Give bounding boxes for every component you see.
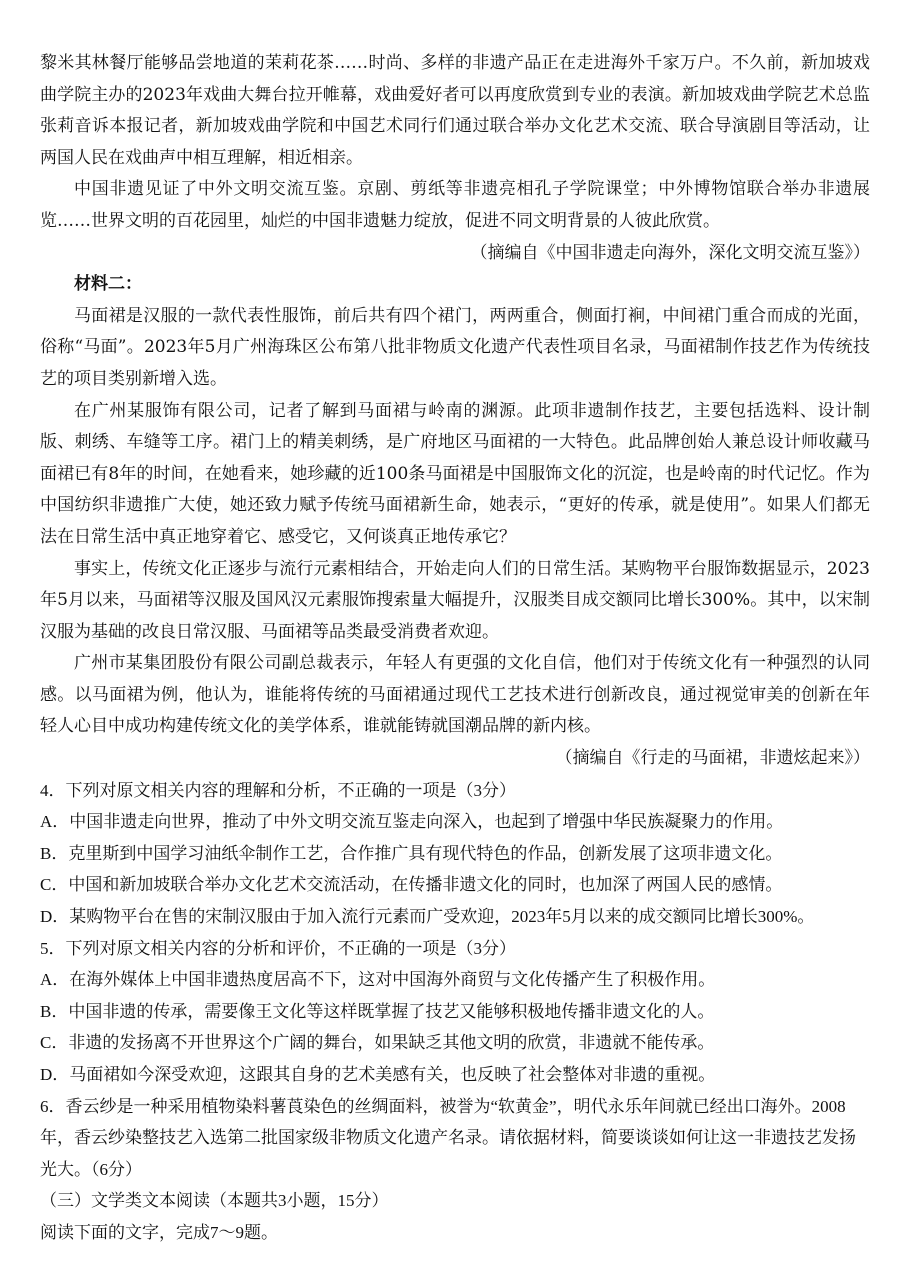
material-two-paragraph: 广州市某集团股份有限公司副总裁表示，年轻人有更强的文化自信，他们对于传统文化有一种强烈的认同感。以马面裙为例，他认为，谁能将传统的马面裙通过现代工艺技术进行创新改良，通过视觉审美的创新在年轻人心目中成功构建传统文化的美学体系，谁就能铸就国潮品牌的新内核。 xyxy=(40,653,870,737)
exam-page xyxy=(40,48,870,1249)
question-5-option-d: D．马面裙如今深受欢迎，这跟其自身的艺术美感有关，也反映了社会整体对非遗的重视。 xyxy=(40,1065,716,1084)
material-two-source: （摘编自《行走的马面裙，非遗炫起来》） xyxy=(555,748,870,769)
question-4-option-b: B．克里斯到中国学习油纸伞制作工艺，合作推广具有现代特色的作品，创新发展了这项非遗文化。 xyxy=(40,843,783,863)
section-three-instruction: 阅读下面的文字，完成7～9题。 xyxy=(40,1222,278,1242)
question-4-option-d: D．某购物平台在售的宋制汉服由于加入流行元素而广受欢迎，2023年5月以来的成交额同比增长300%。 xyxy=(40,907,815,927)
question-4-stem: 4．下列对原文相关内容的理解和分析，不正确的一项是（3分） xyxy=(40,780,516,800)
material-one-paragraph: 中国非遗见证了中外文明交流互鉴。京剧、剪纸等非遗亮相孔子学院课堂；中外博物馆联合举办非遗展览……世界文明的百花园里，灿烂的中国非遗魅力绽放，促进不同文明背景的人彼此欣赏。 xyxy=(40,179,870,231)
material-two-paragraph: 事实上，传统文化正逐步与流行元素相结合，开始走向人们的日常生活。某购物平台服饰数据显示，2023年5月以来，马面裙等汉服及国风汉元素服饰搜索量大幅提升，汉服类目成交额同比增长300%。其中，以宋制汉服为基础的改良日常汉服、马面裙等品类最受消费者欢迎。 xyxy=(40,558,870,642)
question-5-option-a: A．在海外媒体上中国非遗热度居高不下，这对中国海外商贸与文化传播产生了积极作用。 xyxy=(40,970,716,990)
question-5-option-c: C．非遗的发扬离不开世界这个广阔的舞台，如果缺乏其他文明的欣赏，非遗就不能传承。 xyxy=(40,1033,715,1053)
material-one-paragraph: 黎米其林餐厅能够品尝地道的茉莉花茶……时尚、多样的非遗产品正在走进海外千家万户。不久前，新加坡戏曲学院主办的2023年戏曲大舞台拉开帷幕，戏曲爱好者可以再度欣赏到专业的表演。新加坡戏曲学院艺术总监张莉音诉本报记者，新加坡戏曲学院和中国艺术同行们通过联合举办文化艺术交流、联合导演剧目等活动，让两国人民在戏曲声中相互理解，相近相亲。 xyxy=(40,53,870,168)
question-4-option-c: C．中国和新加坡联合举办文化艺术交流活动，在传播非遗文化的同时，也加深了两国人民的感情。 xyxy=(40,875,783,895)
question-5-option-b: B．中国非遗的传承，需要像王文化等这样既掌握了技艺又能够积极地传播非遗文化的人。 xyxy=(40,1001,715,1021)
section-three-title: （三）文学类文本阅读（本题共3小题，15分） xyxy=(40,1191,389,1211)
question-4-option-a: A．中国非遗走向世界，推动了中外文明交流互鉴走向深入，也起到了增强中华民族凝聚力的作用。 xyxy=(40,812,784,832)
material-two-heading: 材料二： xyxy=(74,274,142,295)
question-5-stem: 5．下列对原文相关内容的分析和评价，不正确的一项是（3分） xyxy=(40,938,516,958)
question-6-stem: 6．香云纱是一种采用植物染料薯莨染色的丝绸面料，被誉为“软黄金”，明代永乐年间就已经出口海外。2008年，香云纱染整技艺入选第二批国家级非物质文化遗产名录。请依据材料，简要谈谈如何让这一非遗技艺发扬光大。（6分） xyxy=(40,1096,856,1179)
material-two-paragraph: 马面裙是汉服的一款代表性服饰，前后共有四个裙门，两两重合，侧面打裥，中间裙门重合而成的光面，俗称“马面”。2023年5月广州海珠区公布第八批非物质文化遗产代表性项目名录，马面裙制作技艺作为传统技艺的项目类别新增入选。 xyxy=(40,305,870,389)
material-two-paragraph: 在广州某服饰有限公司，记者了解到马面裙与岭南的渊源。此项非遗制作技艺，主要包括选料、设计制版、刺绣、车缝等工序。裙门上的精美刺绣，是广府地区马面裙的一大特色。此品牌创始人兼总设计师收藏马面裙已有8年的时间，在她看来，她珍藏的近100条马面裙是中国服饰文化的沉淀，也是岭南的时代记忆。作为中国纺织非遗推广大使，她还致力赋予传统马面裙新生命，她表示，“更好的传承，就是使用”。如果人们都无法在日常生活中真正地穿着它、感受它，又何谈真正地传承它？ xyxy=(40,400,870,547)
material-one-source: （摘编自《中国非遗走向海外，深化文明交流互鉴》） xyxy=(470,242,870,263)
